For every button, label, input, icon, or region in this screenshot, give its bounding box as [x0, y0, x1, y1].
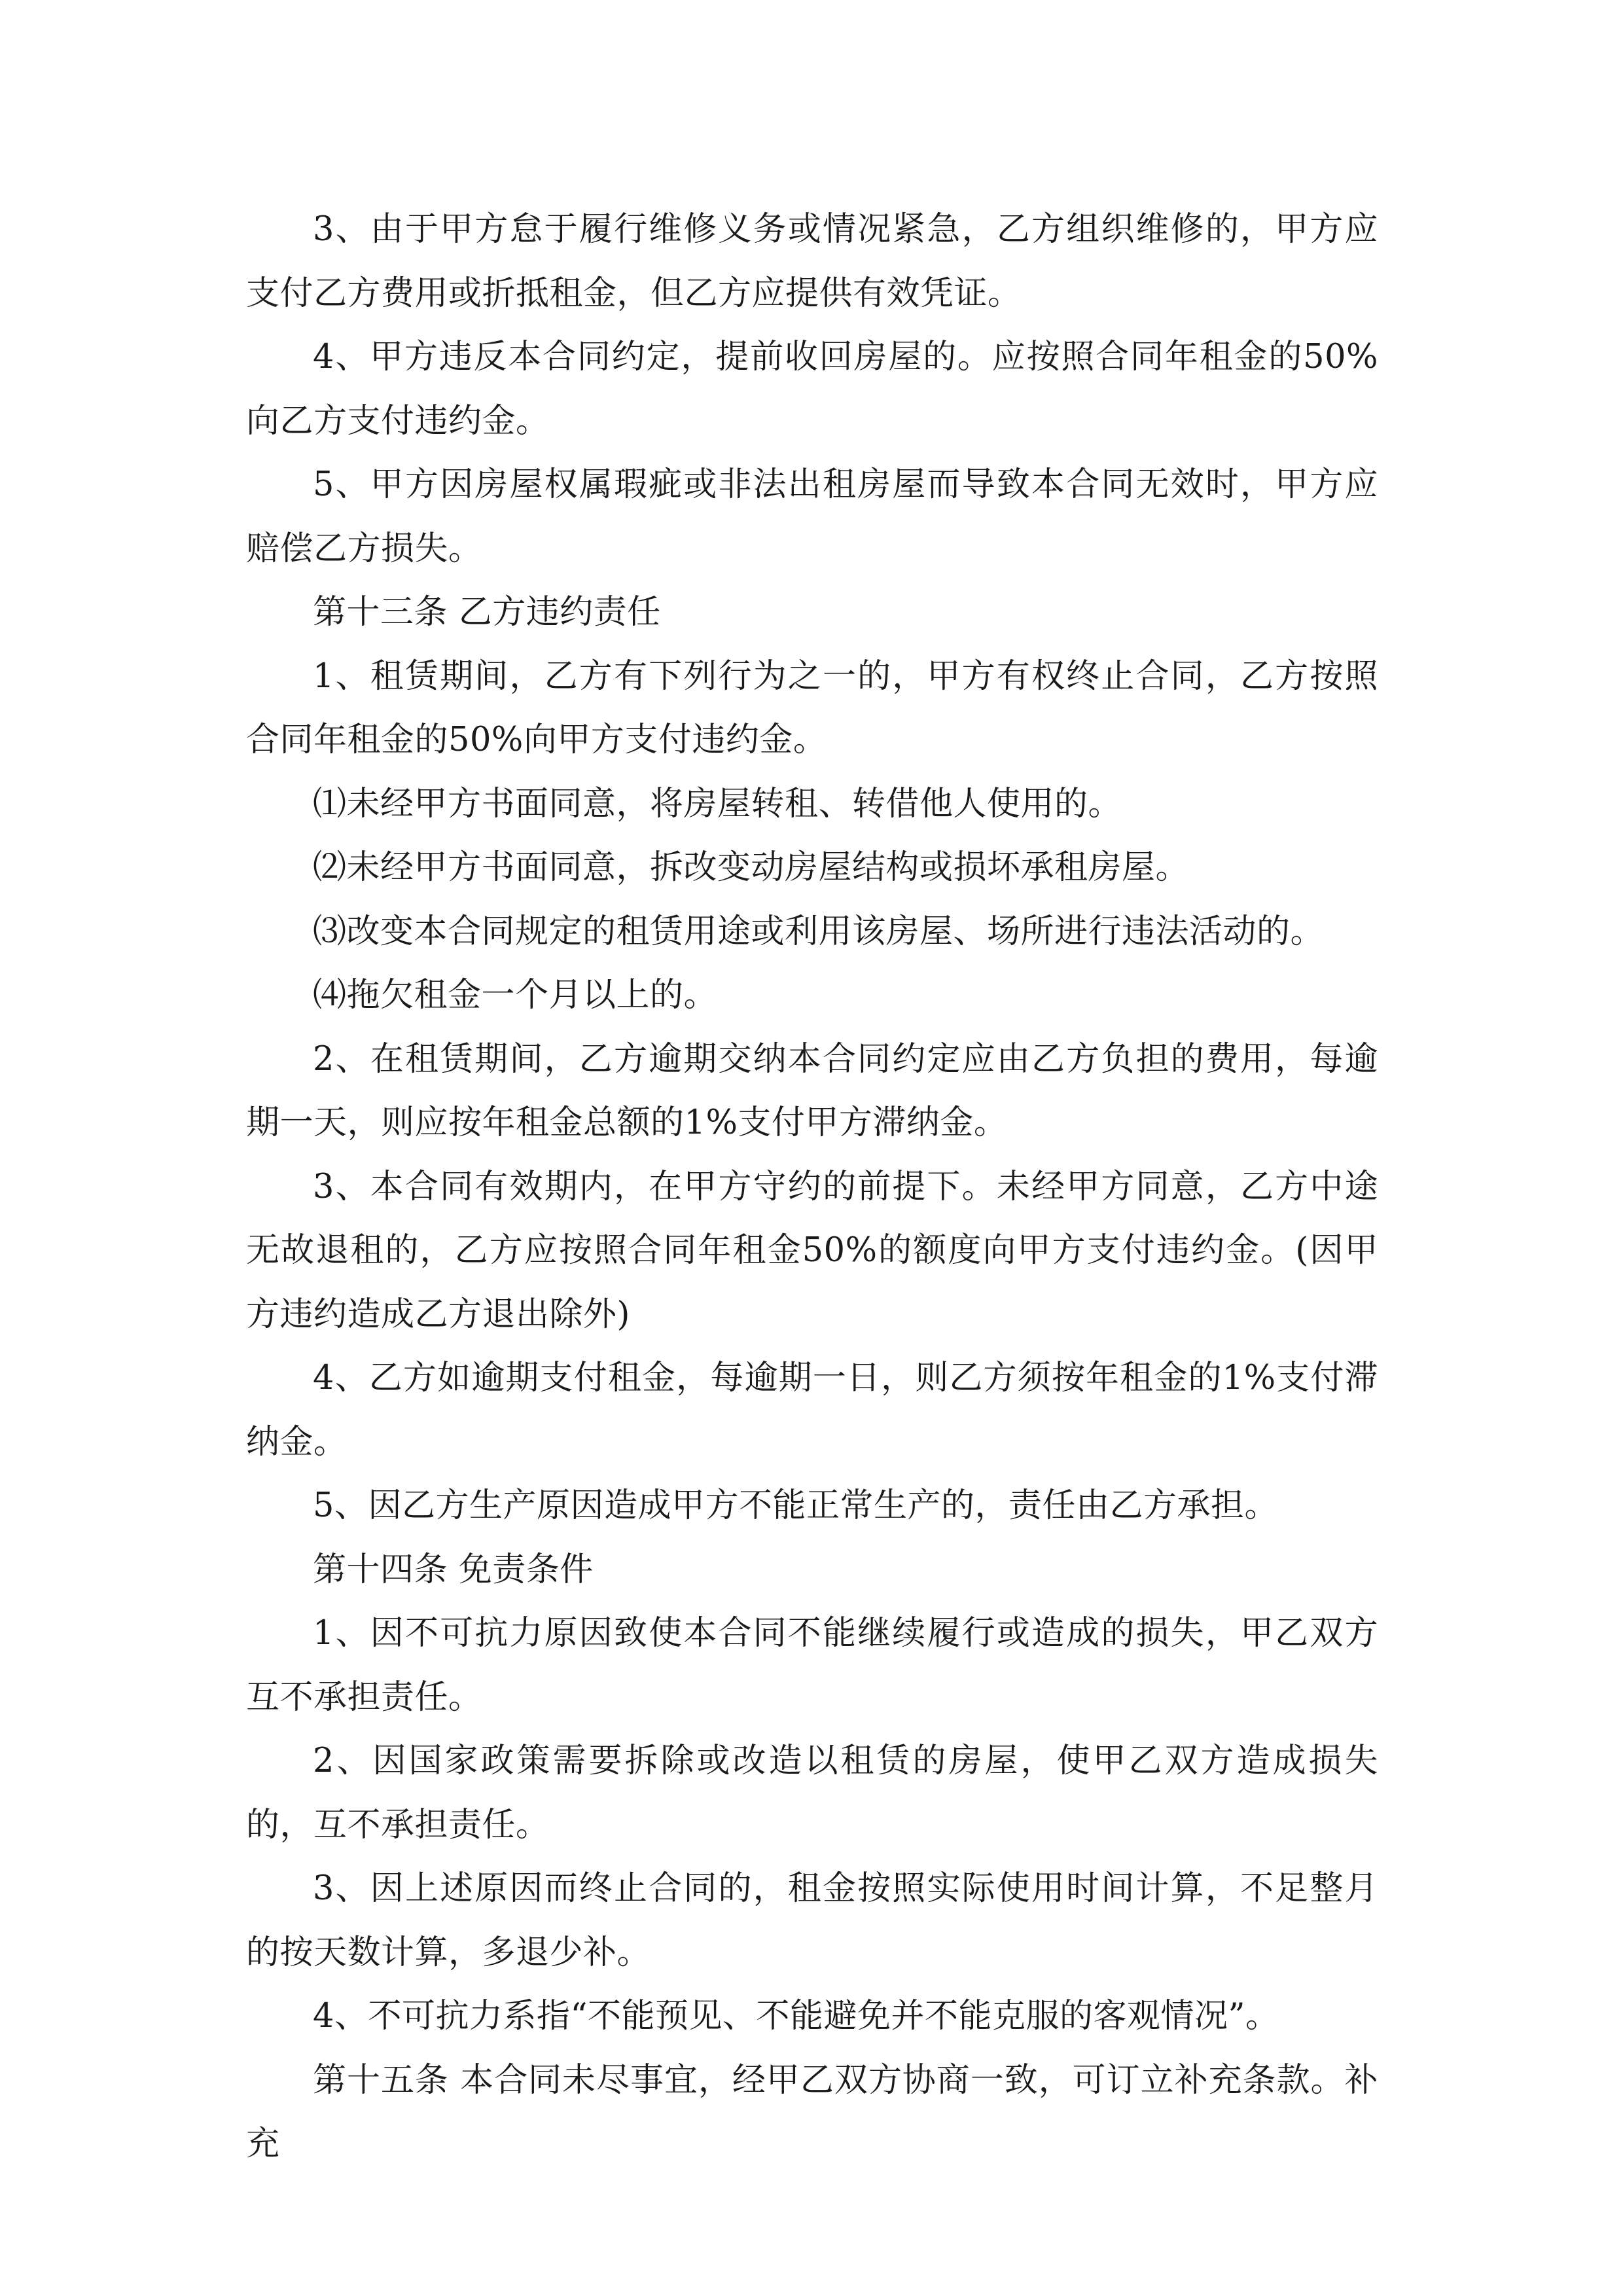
section-heading-clause-14: 第十四条 免责条件: [313, 1550, 594, 1589]
paragraph-clause-13-item-2: 2、在租赁期间，乙方逾期交纳本合同约定应由乙方负担的费用，每逾期一天，则应按年租金总额的1%支付甲方滞纳金。: [246, 1039, 1378, 1142]
paragraph-clause-14-item-2: 2、因国家政策需要拆除或改造以租赁的房屋，使甲乙双方造成损失的，互不承担责任。: [246, 1742, 1378, 1844]
paragraph-clause-12-item-3: 3、由于甲方怠于履行维修义务或情况紧急，乙方组织维修的，甲方应支付乙方费用或折抵租金，但乙方应提供有效凭证。: [246, 210, 1378, 313]
paragraph-clause-13-subitem-1: ⑴未经甲方书面同意，将房屋转租、转借他人使用的。: [313, 784, 1122, 823]
paragraph-clause-14-item-4: 4、不可抗力系指“不能预见、不能避免并不能克服的客观情况”。: [313, 1997, 1279, 2036]
paragraph-clause-15: 第十五条 本合同未尽事宜，经甲乙双方协商一致，可订立补充条款。补充: [246, 2060, 1378, 2163]
paragraph-clause-12-item-4: 4、甲方违反本合同约定，提前收回房屋的。应按照合同年租金的50%向乙方支付违约金。: [246, 338, 1378, 440]
paragraph-clause-14-item-1: 1、因不可抗力原因致使本合同不能继续履行或造成的损失，甲乙双方互不承担责任。: [246, 1614, 1378, 1717]
document-body: [246, 198, 1378, 2176]
paragraph-clause-14-item-3: 3、因上述原因而终止合同的，租金按照实际使用时间计算，不足整月的按天数计算，多退少补。: [246, 1869, 1378, 1972]
paragraph-clause-13-subitem-4: ⑷拖欠租金一个月以上的。: [313, 976, 718, 1014]
paragraph-clause-13-subitem-2: ⑵未经甲方书面同意，拆改变动房屋结构或损坏承租房屋。: [313, 848, 1190, 887]
paragraph-clause-13-subitem-3: ⑶改变本合同规定的租赁用途或利用该房屋、场所进行违法活动的。: [313, 912, 1325, 951]
paragraph-clause-13-item-3: 3、本合同有效期内，在甲方守约的前提下。未经甲方同意，乙方中途无故退租的，乙方应按照合同年租金50%的额度向甲方支付违约金。(因甲方违约造成乙方退出除外): [246, 1167, 1378, 1334]
paragraph-clause-13-item-1: 1、租赁期间，乙方有下列行为之一的，甲方有权终止合同，乙方按照合同年租金的50%向甲方支付违约金。: [246, 656, 1378, 759]
paragraph-clause-13-item-5: 5、因乙方生产原因造成甲方不能正常生产的，责任由乙方承担。: [313, 1486, 1278, 1525]
paragraph-clause-12-item-5: 5、甲方因房屋权属瑕疵或非法出租房屋而导致本合同无效时，甲方应赔偿乙方损失。: [246, 465, 1378, 568]
section-heading-clause-13: 第十三条 乙方违约责任: [313, 593, 661, 632]
paragraph-clause-13-item-4: 4、乙方如逾期支付租金，每逾期一日，则乙方须按年租金的1%支付滞纳金。: [246, 1359, 1378, 1462]
